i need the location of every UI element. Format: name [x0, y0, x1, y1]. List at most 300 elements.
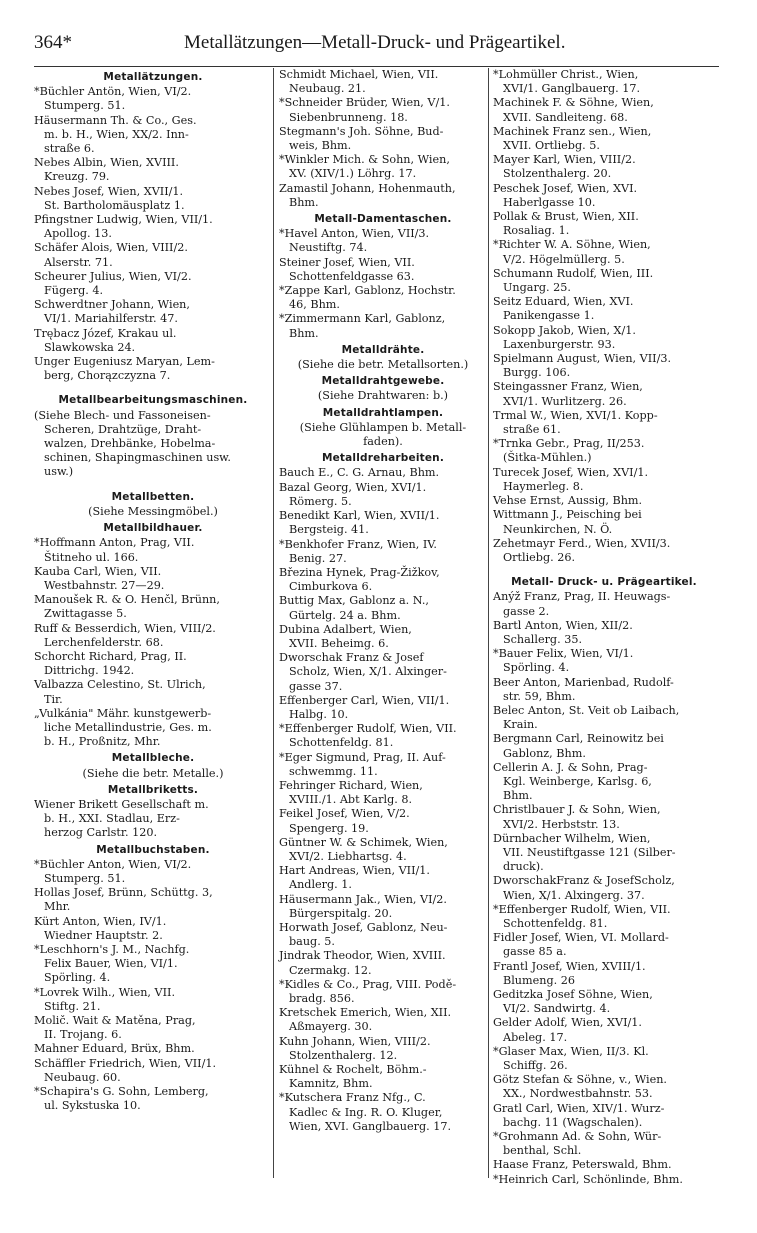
entry-line: Machinek Franz sen., Wien, — [493, 124, 652, 138]
entry-line: Trębacz Józef, Krakau ul. — [34, 326, 177, 340]
directory-entry — [34, 943, 272, 986]
entry-line: Blumeng. 26 — [503, 973, 575, 987]
entry-line: Burgg. 106. — [503, 366, 571, 380]
entry-line: schwemmg. 11. — [289, 764, 378, 778]
directory-entry — [493, 619, 715, 647]
entry-line: Neustiftg. 74. — [289, 241, 368, 255]
entry-line: Hollas Josef, Brünn, Schüttg. 3, — [34, 886, 213, 900]
entry-line: *Trnka Gebr., Prag, II/253. — [493, 437, 645, 451]
entry-line: Turecek Josef, Wien, XVI/1. — [493, 465, 649, 479]
directory-entry — [279, 722, 487, 750]
entry-line: Štitneho ul. 166. — [44, 550, 139, 564]
entry-line: Schäffler Friedrich, Wien, VII/1. — [34, 1056, 217, 1070]
section-heading: Metalldrahtlampen. — [322, 406, 444, 419]
entry-line: Pfingstner Ludwig, Wien, VII/1. — [34, 213, 213, 227]
column-2 — [279, 68, 487, 1134]
entry-line: Stumperg. 51. — [44, 871, 126, 885]
entry-line: *Havel Anton, Wien, VII/3. — [279, 227, 430, 241]
directory-entry — [279, 466, 487, 480]
entry-line: Frantl Josef, Wien, XVIII/1. — [493, 959, 646, 973]
directory-entry — [279, 182, 487, 210]
entry-line: Stumperg. 51. — [44, 99, 126, 113]
directory-entry — [493, 1073, 715, 1101]
entry-line: XVI/2. Herbststr. 13. — [503, 817, 620, 831]
entry-line: gasse 2. — [503, 604, 550, 618]
directory-entry — [279, 509, 487, 537]
entry-line: druck). — [503, 860, 544, 874]
cross-reference-note: (Siehe Messingmöbel.) — [88, 504, 218, 518]
entry-line: Mhr. — [44, 900, 71, 914]
directory-entry — [493, 1102, 715, 1130]
entry-line: Wiener Brikett Gesellschaft m. — [34, 797, 209, 811]
directory-entry — [493, 803, 715, 831]
entry-line: *Lovrek Wilh., Wien, VII. — [34, 985, 176, 999]
entry-line: Spörling. 4. — [44, 971, 111, 985]
directory-entry — [493, 508, 715, 536]
entry-line: *Zimmermann Karl, Gablonz, — [279, 312, 446, 326]
entry-line: Czermakg. 12. — [289, 963, 372, 977]
entry-line: Ruff & Besserdich, Wien, VIII/2. — [34, 621, 216, 635]
entry-line: Slawkowska 24. — [44, 340, 136, 354]
entry-line: Nebes Josef, Wien, XVII/1. — [34, 184, 184, 198]
entry-line: Dittrichg. 1942. — [44, 664, 135, 678]
directory-entry — [279, 623, 487, 651]
entry-line: XVI/2. Liebhartsg. 4. — [289, 849, 407, 863]
entry-line: Schmidt Michael, Wien, VII. — [279, 68, 439, 81]
entry-line: Schumann Rudolf, Wien, III. — [493, 266, 654, 280]
directory-entry — [493, 704, 715, 732]
entry-line: Haymerleg. 8. — [503, 479, 584, 493]
entry-line: Ungarg. 25. — [503, 281, 571, 295]
entry-line: Bergsteig. 41. — [289, 523, 369, 537]
directory-entry — [493, 676, 715, 704]
entry-line: *Zappe Karl, Gablonz, Hochstr. — [279, 284, 456, 298]
entry-line: *Effenberger Rudolf, Wien, VII. — [493, 902, 671, 916]
entry-line: V/2. Högelmüllerg. 5. — [503, 252, 625, 266]
entry-line: Neunkirchen, N. Ö. — [503, 522, 613, 536]
entry-line: Mahner Eduard, Brüx, Bhm. — [34, 1042, 195, 1056]
entry-line: Benedikt Karl, Wien, XVII/1. — [279, 509, 440, 523]
section-heading: Metallbleche. — [111, 752, 195, 765]
entry-line: Benig. 27. — [289, 551, 347, 565]
entry-line: Rosaliag. 1. — [503, 224, 570, 238]
entry-line: Zwittagasse 5. — [44, 607, 127, 621]
entry-line: straße 61. — [503, 423, 561, 437]
entry-line: Gratl Carl, Wien, XIV/1. Wurz- — [493, 1101, 665, 1115]
entry-line: Wien, X/1. Alxingerg. 37. — [503, 888, 645, 902]
entry-line: *Kidles & Co., Prag, VIII. Podě- — [279, 977, 457, 991]
entry-line: berg, Chorązczyzna 7. — [44, 369, 171, 383]
entry-line: Zehetmayr Ferd., Wien, XVII/3. — [493, 536, 671, 550]
entry-line: Fehringer Richard, Wien, — [279, 778, 423, 792]
entry-line: Bhm. — [503, 789, 533, 803]
entry-line: VII. Neustiftgasse 121 (Silber- — [503, 845, 676, 859]
entry-line: *Glaser Max, Wien, II/3. Kl. — [493, 1044, 649, 1058]
entry-line: weis, Bhm. — [289, 139, 352, 153]
entry-line: Kuhn Johann, Wien, VIII/2. — [279, 1034, 431, 1048]
section-heading: Metallbildhauer. — [103, 522, 203, 535]
entry-line: gasse 85 a. — [503, 945, 567, 959]
entry-line: Schorcht Richard, Prag, II. — [34, 649, 187, 663]
entry-line: bachg. 11 (Wagschalen). — [503, 1115, 643, 1129]
entry-line: Machinek F. & Söhne, Wien, — [493, 96, 654, 110]
entry-line: Kreuzg. 79. — [44, 170, 110, 184]
entry-line: Spörling. 4. — [503, 661, 570, 675]
directory-entry — [493, 1016, 715, 1044]
directory-entry — [279, 125, 487, 153]
entry-line: ul. Sykstuska 10. — [44, 1099, 141, 1113]
directory-entry — [493, 153, 715, 181]
directory-entry — [279, 1035, 487, 1063]
running-title: Metallätzungen—Metall-Druck- und Prägeartikel. — [184, 32, 566, 53]
entry-line: Bazal Georg, Wien, XVI/1. — [279, 480, 427, 494]
entry-line: Molič. Wait & Matěna, Prag, — [34, 1014, 196, 1027]
entry-line: Dürnbacher Wilhelm, Wien, — [493, 831, 651, 845]
entry-line: Effenberger Carl, Wien, VII/1. — [279, 693, 450, 707]
entry-line: Siebenbrunneng. 18. — [289, 110, 408, 124]
entry-line: *Richter W. A. Söhne, Wien, — [493, 238, 651, 252]
entry-line: Fügerg. 4. — [44, 284, 104, 298]
directory-entry — [493, 324, 715, 352]
entry-line: Kadlec & Ing. R. O. Kluger, — [289, 1105, 443, 1119]
entry-line: Neubaug. 21. — [289, 82, 366, 96]
entry-line: Römerg. 5. — [289, 494, 352, 508]
entry-line: Bhm. — [289, 195, 319, 209]
entry-line: VI/2. Sandwirtg. 4. — [503, 1002, 611, 1016]
entry-line: Anýž Franz, Prag, II. Heuwags- — [493, 590, 671, 604]
entry-line: Schiffg. 26. — [503, 1059, 568, 1073]
entry-line: XVII. Ortliebg. 5. — [503, 139, 600, 153]
entry-line: XV. (XIV/1.) Löhrg. 17. — [289, 167, 417, 181]
directory-entry — [279, 566, 487, 594]
entry-line: Schwerdtner Johann, Wien, — [34, 298, 190, 312]
cross-reference-note: faden). — [363, 435, 403, 449]
directory-entry — [493, 125, 715, 153]
directory-entry — [279, 836, 487, 864]
entry-line: Andlerg. 1. — [289, 878, 352, 892]
entry-line: b. H., Proßnitz, Mhr. — [44, 735, 161, 749]
entry-line: Unger Eugeniusz Maryan, Lem- — [34, 355, 215, 369]
entry-line: *Lohmüller Christ., Wien, — [493, 68, 639, 81]
directory-entry — [279, 807, 487, 835]
directory-entry — [34, 241, 272, 269]
entry-line: walzen, Drehbänke, Hobelma- — [44, 437, 216, 451]
directory-entry — [493, 590, 715, 618]
spacer — [34, 383, 272, 391]
entry-line: Bhm. — [289, 326, 319, 340]
entry-line: Bartl Anton, Wien, XII/2. — [493, 618, 633, 632]
entry-line: Gelder Adolf, Wien, XVI/1. — [493, 1016, 642, 1030]
directory-entry — [493, 1130, 715, 1158]
entry-line: Bürgerspitalg. 20. — [289, 906, 393, 920]
entry-line: Manoušek R. & O. Henčl, Brünn, — [34, 593, 220, 607]
entry-line: m. b. H., Wien, XX/2. Inn- — [44, 127, 189, 141]
directory-entry — [493, 68, 715, 96]
section-heading: Metallbearbeitungsmaschinen. — [58, 394, 248, 407]
entry-line: Scheren, Drahtzüge, Draht- — [44, 422, 202, 436]
section-heading: Metalldrähte. — [341, 343, 425, 356]
entry-line: II. Trojang. 6. — [44, 1028, 122, 1042]
directory-entry — [279, 1006, 487, 1034]
entry-line: Laxenburgerstr. 93. — [503, 337, 616, 351]
entry-line: Güntner W. & Schimek, Wien, — [279, 835, 448, 849]
directory-entry — [34, 270, 272, 298]
directory-entry — [279, 978, 487, 1006]
directory-entry — [493, 732, 715, 760]
directory-entry — [34, 798, 272, 841]
directory-entry — [493, 182, 715, 210]
entry-line: Steingassner Franz, Wien, — [493, 380, 643, 394]
directory-entry — [279, 949, 487, 977]
directory-entry — [493, 267, 715, 295]
entry-line: Dubina Adalbert, Wien, — [279, 622, 412, 636]
directory-entry — [493, 1158, 715, 1172]
section-heading: Metallbuchstaben. — [96, 843, 210, 856]
entry-line: Vehse Ernst, Aussig, Bhm. — [493, 494, 643, 508]
entry-line: Fidler Josef, Wien, VI. Mollard- — [493, 931, 669, 945]
directory-entry — [493, 537, 715, 565]
directory-entry — [279, 256, 487, 284]
directory-entry — [493, 1045, 715, 1073]
directory-entry — [34, 156, 272, 184]
entry-line: *Grohmann Ad. & Sohn, Wür- — [493, 1130, 662, 1144]
directory-entry — [493, 466, 715, 494]
directory-entry — [34, 565, 272, 593]
directory-entry — [34, 622, 272, 650]
directory-entry — [279, 1091, 487, 1134]
entry-line: Nebes Albin, Wien, XVIII. — [34, 156, 179, 170]
entry-line: *Kutschera Franz Nfg., C. — [279, 1091, 426, 1105]
entry-line: Bergmann Carl, Reinowitz bei — [493, 732, 664, 746]
directory-entry — [34, 536, 272, 564]
entry-line: gasse 37. — [289, 679, 343, 693]
entry-line: St. Bartholomäusplatz 1. — [44, 198, 185, 212]
entry-line: Buttig Max, Gablonz a. N., — [279, 594, 429, 608]
entry-line: XVII. Beheimg. 6. — [289, 636, 389, 650]
entry-line: straße 6. — [44, 142, 95, 156]
entry-line: Belec Anton, St. Veit ob Laibach, — [493, 703, 680, 717]
entry-line: *Effenberger Rudolf, Wien, VII. — [279, 722, 457, 736]
directory-entry — [493, 295, 715, 323]
entry-line: Cimburkova 6. — [289, 580, 373, 594]
entry-line: Cellerin A. J. & Sohn, Prag- — [493, 760, 648, 774]
directory-entry — [34, 327, 272, 355]
directory-entry — [493, 647, 715, 675]
entry-line: Halbg. 10. — [289, 707, 349, 721]
entry-line: Lerchenfelderstr. 68. — [44, 635, 164, 649]
section-heading: Metallbriketts. — [107, 783, 199, 796]
directory-entry — [493, 931, 715, 959]
entry-line: XVI/1. Ganglbauerg. 17. — [503, 82, 641, 96]
directory-entry — [279, 227, 487, 255]
entry-line: Trmal W., Wien, XVI/1. Kopp- — [493, 408, 658, 422]
entry-line: Kürt Anton, Wien, IV/1. — [34, 914, 167, 928]
entry-line: b. H., XXI. Stadlau, Erz- — [44, 812, 180, 826]
directory-entry — [34, 707, 272, 750]
entry-line: Kretschek Emerich, Wien, XII. — [279, 1006, 452, 1020]
directory-entry — [34, 886, 272, 914]
directory-entry — [493, 988, 715, 1016]
cross-reference-note: (Siehe Drahtwaren: b.) — [317, 389, 449, 403]
directory-entry — [493, 832, 715, 875]
entry-line: Häusermann Jak., Wien, VI/2. — [279, 892, 447, 906]
directory-entry — [493, 96, 715, 124]
directory-entry — [279, 312, 487, 340]
entry-line: Haase Franz, Peterswald, Bhm. — [493, 1158, 672, 1172]
entry-line: Bauch E., C. G. Arnau, Bhm. — [279, 466, 440, 480]
entry-line: Scholz, Wien, X/1. Alxinger- — [289, 665, 447, 679]
entry-line: *Eger Sigmund, Prag, II. Auf- — [279, 750, 446, 764]
directory-entry — [34, 185, 272, 213]
entry-line: Beer Anton, Marienbad, Rudolf- — [493, 675, 674, 689]
directory-entry — [279, 694, 487, 722]
directory-entry — [34, 85, 272, 113]
entry-line: Neubaug. 60. — [44, 1070, 121, 1084]
directory-entry — [493, 874, 715, 902]
entry-line: Spengerg. 19. — [289, 821, 369, 835]
entry-line: (Siehe Blech- und Fassoneisen- — [34, 408, 211, 422]
entry-line: *Schneider Brüder, Wien, V/1. — [279, 96, 450, 110]
directory-entry — [493, 210, 715, 238]
entry-line: baug. 5. — [289, 935, 335, 949]
entry-line: XVII. Sandleiteng. 68. — [503, 110, 628, 124]
directory-entry — [34, 355, 272, 383]
entry-line: VI/1. Mariahilferstr. 47. — [44, 312, 178, 326]
entry-line: Schottenfeldg. 81. — [503, 916, 608, 930]
directory-entry — [34, 593, 272, 621]
entry-line: Feikel Josef, Wien, V/2. — [279, 807, 410, 821]
entry-line: Sokopp Jakob, Wien, X/1. — [493, 323, 636, 337]
entry-line: Aßmayerg. 30. — [289, 1020, 373, 1034]
directory-entry — [279, 751, 487, 779]
directory-entry — [279, 864, 487, 892]
entry-line: Haberlgasse 10. — [503, 195, 596, 209]
directory-entry — [34, 114, 272, 157]
entry-line: Apollog. 13. — [44, 227, 112, 241]
spacer — [493, 565, 715, 573]
entry-line: Horwath Josef, Gablonz, Neu- — [279, 920, 448, 934]
directory-entry — [34, 650, 272, 678]
entry-line: *Hoffmann Anton, Prag, VII. — [34, 536, 195, 550]
directory-entry — [493, 494, 715, 508]
entry-line: Schottenfeldg. 81. — [289, 736, 394, 750]
column-3 — [493, 68, 715, 1187]
entry-line: schinen, Shapingmaschinen usw. — [44, 451, 231, 465]
entry-line: Wittmann J., Peisching bei — [493, 508, 642, 522]
directory-entry — [493, 352, 715, 380]
directory-entry — [493, 903, 715, 931]
entry-line: Geditzka Josef Söhne, Wien, — [493, 988, 653, 1001]
entry-line: Häusermann Th. & Co., Ges. — [34, 113, 197, 127]
entry-line: Peschek Josef, Wien, XVI. — [493, 181, 638, 195]
entry-line: Tir. — [44, 692, 63, 706]
entry-line: Pollak & Brust, Wien, XII. — [493, 210, 639, 224]
entry-line: „Vulkánia" Mähr. kunstgewerb- — [34, 706, 212, 720]
directory-entry — [279, 538, 487, 566]
directory-entry — [34, 1057, 272, 1085]
entry-line: Schottenfeldgasse 63. — [289, 269, 415, 283]
entry-line: Kgl. Weinberge, Karlsg. 6, — [503, 774, 652, 788]
directory-entry — [34, 1042, 272, 1056]
entry-line: 46, Bhm. — [289, 298, 340, 312]
entry-line: Steiner Josef, Wien, VII. — [279, 255, 415, 269]
directory-entry — [279, 284, 487, 312]
entry-line: *Leschhorn's J. M., Nachfg. — [34, 942, 190, 956]
directory-entry — [279, 893, 487, 921]
entry-line: DworschakFranz & JosefScholz, — [493, 874, 675, 888]
entry-line: Wiedner Hauptstr. 2. — [44, 928, 163, 942]
entry-line: herzog Carlstr. 120. — [44, 826, 158, 840]
entry-line: Felix Bauer, Wien, VI/1. — [44, 957, 178, 971]
directory-entry — [493, 437, 715, 465]
entry-line: XVI/1. Wurlitzerg. 26. — [503, 394, 627, 408]
entry-line: Alserstr. 71. — [44, 255, 113, 269]
entry-line: Kühnel & Rochelt, Böhm.- — [279, 1063, 427, 1077]
entry-line: bradg. 856. — [289, 992, 355, 1005]
entry-line: *Büchler Anton, Wien, VI/2. — [34, 857, 192, 871]
entry-line: Dworschak Franz & Josef — [279, 651, 424, 665]
directory-entry — [34, 409, 272, 480]
entry-line: Götz Stefan & Söhne, v., Wien. — [493, 1073, 667, 1087]
entry-line: Schäfer Alois, Wien, VIII/2. — [34, 241, 188, 255]
directory-entry — [34, 298, 272, 326]
entry-line: Abeleg. 17. — [503, 1030, 568, 1044]
entry-line: Hart Andreas, Wien, VII/1. — [279, 864, 430, 878]
entry-line: Stiftg. 21. — [44, 999, 101, 1013]
directory-entry — [279, 594, 487, 622]
directory-entry — [279, 153, 487, 181]
column-divider — [488, 68, 489, 1178]
entry-line: Jindrak Theodor, Wien, XVIII. — [279, 949, 446, 963]
directory-entry — [279, 1063, 487, 1091]
entry-line: Schallerg. 35. — [503, 632, 582, 646]
entry-line: *Büchler Antön, Wien, VI/2. — [34, 85, 192, 99]
entry-line: Gürtelg. 24 a. Bhm. — [289, 608, 401, 622]
directory-entry — [279, 481, 487, 509]
entry-line: (Šitka-Mühlen.) — [503, 451, 592, 465]
section-heading: Metalldreharbeiten. — [321, 452, 445, 465]
directory-entry — [34, 678, 272, 706]
entry-line: Stolzenthalerg. 12. — [289, 1048, 398, 1062]
entry-line: XVIII./1. Abt Karlg. 8. — [289, 793, 413, 807]
cross-reference-note: (Siehe die betr. Metallsorten.) — [297, 358, 469, 372]
entry-line: Krain. — [503, 718, 538, 732]
directory-entry — [493, 380, 715, 408]
entry-line: Mayer Karl, Wien, VIII/2. — [493, 153, 636, 167]
entry-line: Spielmann August, Wien, VII/3. — [493, 352, 672, 366]
entry-line: *Schapira's G. Sohn, Lemberg, — [34, 1085, 209, 1099]
directory-entry — [493, 238, 715, 266]
section-heading: Metalldrahtgewebe. — [321, 375, 445, 388]
entry-line: Zamastil Johann, Hohenmauth, — [279, 181, 456, 195]
entry-line: Wien, XVI. Ganglbauerg. 17. — [289, 1119, 452, 1133]
page-header — [34, 32, 724, 58]
directory-entry — [493, 1173, 715, 1187]
entry-line: *Winkler Mich. & Sohn, Wien, — [279, 153, 450, 167]
section-heading: Metall-Damentaschen. — [314, 213, 452, 226]
entry-line: Gablonz, Bhm. — [503, 746, 586, 760]
page-number: 364* — [34, 32, 72, 53]
entry-line: str. 59, Bhm. — [503, 689, 576, 703]
directory-entry — [279, 779, 487, 807]
cross-reference-note: (Siehe die betr. Metalle.) — [82, 766, 224, 780]
entry-line: Panikengasse 1. — [503, 309, 595, 323]
directory-entry — [34, 986, 272, 1014]
entry-line: Seitz Eduard, Wien, XVI. — [493, 295, 634, 309]
column-divider — [273, 68, 274, 1178]
directory-entry — [34, 1085, 272, 1113]
entry-line: *Benkhofer Franz, Wien, IV. — [279, 537, 437, 551]
